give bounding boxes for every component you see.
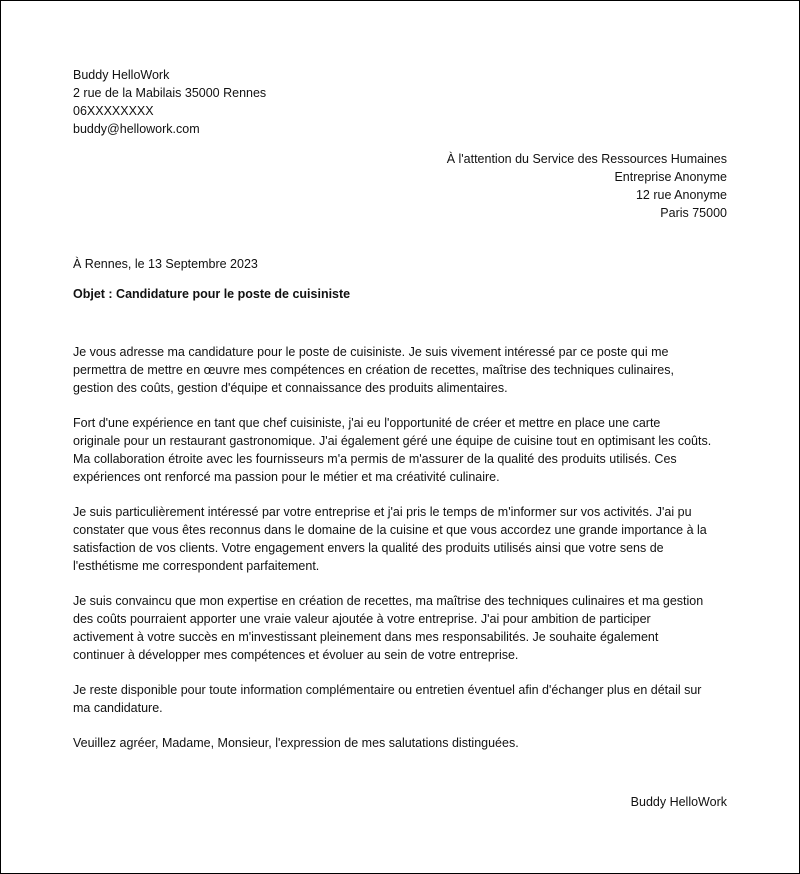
paragraph-3 xyxy=(73,503,733,575)
paragraph-line: activement à votre succès en m'investissant pleinement dans mes responsabilités. Je souhaite également xyxy=(73,630,659,644)
paragraph-2 xyxy=(73,414,733,486)
recipient-street: 12 rue Anonyme xyxy=(635,188,727,202)
date-line: À Rennes, le 13 Septembre 2023 xyxy=(73,257,258,271)
paragraph-line: satisfaction de vos clients. Votre engagement envers la qualité des produits utilisés ainsi que votre sens de xyxy=(73,541,664,555)
sender-address: 2 rue de la Mabilais 35000 Rennes xyxy=(73,86,267,100)
recipient-city: Paris 75000 xyxy=(660,206,727,220)
paragraph-line: Je suis particulièrement intéressé par votre entreprise et j'ai pris le temps de m'informer sur vos activités. J'ai pu xyxy=(73,505,692,519)
letter-body xyxy=(73,343,733,769)
paragraph-1 xyxy=(73,343,733,397)
paragraph-line: Fort d'une expérience en tant que chef cuisiniste, j'ai eu l'opportunité de créer et mettre en place une carte xyxy=(73,416,661,430)
paragraph-line: des coûts pourraient apporter une vraie valeur ajoutée à votre entreprise. J'ai pour ambition de participer xyxy=(73,612,651,626)
paragraph-line: originale pour un restaurant gastronomique. J'ai également géré une équipe de cuisine tout en optimisant les coûts. xyxy=(73,434,712,448)
paragraph-4 xyxy=(73,592,733,664)
paragraph-line: gestion des coûts, gestion d'équipe et connaissance des produits alimentaires. xyxy=(73,381,508,395)
sender-email: buddy@hellowork.com xyxy=(73,122,200,136)
recipient-attention: À l'attention du Service des Ressources Humaines xyxy=(446,152,727,166)
paragraph-line: Je reste disponible pour toute information complémentaire ou entretien éventuel afin d'échanger plus en détail sur xyxy=(73,683,702,697)
paragraph-5 xyxy=(73,681,733,717)
paragraph-line: l'esthétisme me correspondent parfaitement. xyxy=(73,559,320,573)
paragraph-closing xyxy=(73,734,733,752)
recipient-block xyxy=(447,150,727,222)
paragraph-line: Je vous adresse ma candidature pour le poste de cuisiniste. Je suis vivement intéressé par ce poste qui me xyxy=(73,345,669,359)
paragraph-line: continuer à développer mes compétences et évoluer au sein de votre entreprise. xyxy=(73,648,519,662)
paragraph-line: expériences ont renforcé ma passion pour le métier et ma créativité culinaire. xyxy=(73,470,500,484)
paragraph-line: constater que vous êtes reconnus dans le domaine de la cuisine et que vous accordez une grande importance à la xyxy=(73,523,707,537)
paragraph-line: ma candidature. xyxy=(73,701,163,715)
recipient-company: Entreprise Anonyme xyxy=(614,170,727,184)
paragraph-line: Ma collaboration étroite avec les fournisseurs m'a permis de m'assurer de la qualité des produits utilisés. Ces xyxy=(73,452,677,466)
sender-name: Buddy HelloWork xyxy=(73,68,170,82)
paragraph-line: Je suis convaincu que mon expertise en création de recettes, ma maîtrise des techniques culinaires et ma gestion xyxy=(73,594,704,608)
subject-line: Objet : Candidature pour le poste de cuisiniste xyxy=(73,287,351,301)
signature: Buddy HelloWork xyxy=(630,795,727,809)
sender-phone: 06XXXXXXXX xyxy=(73,104,154,118)
paragraph-line: permettra de mettre en œuvre mes compétences en création de recettes, maîtrise des techniques culinaires, xyxy=(73,363,674,377)
paragraph-line: Veuillez agréer, Madame, Monsieur, l'expression de mes salutations distinguées. xyxy=(73,736,519,750)
sender-block xyxy=(73,66,266,138)
